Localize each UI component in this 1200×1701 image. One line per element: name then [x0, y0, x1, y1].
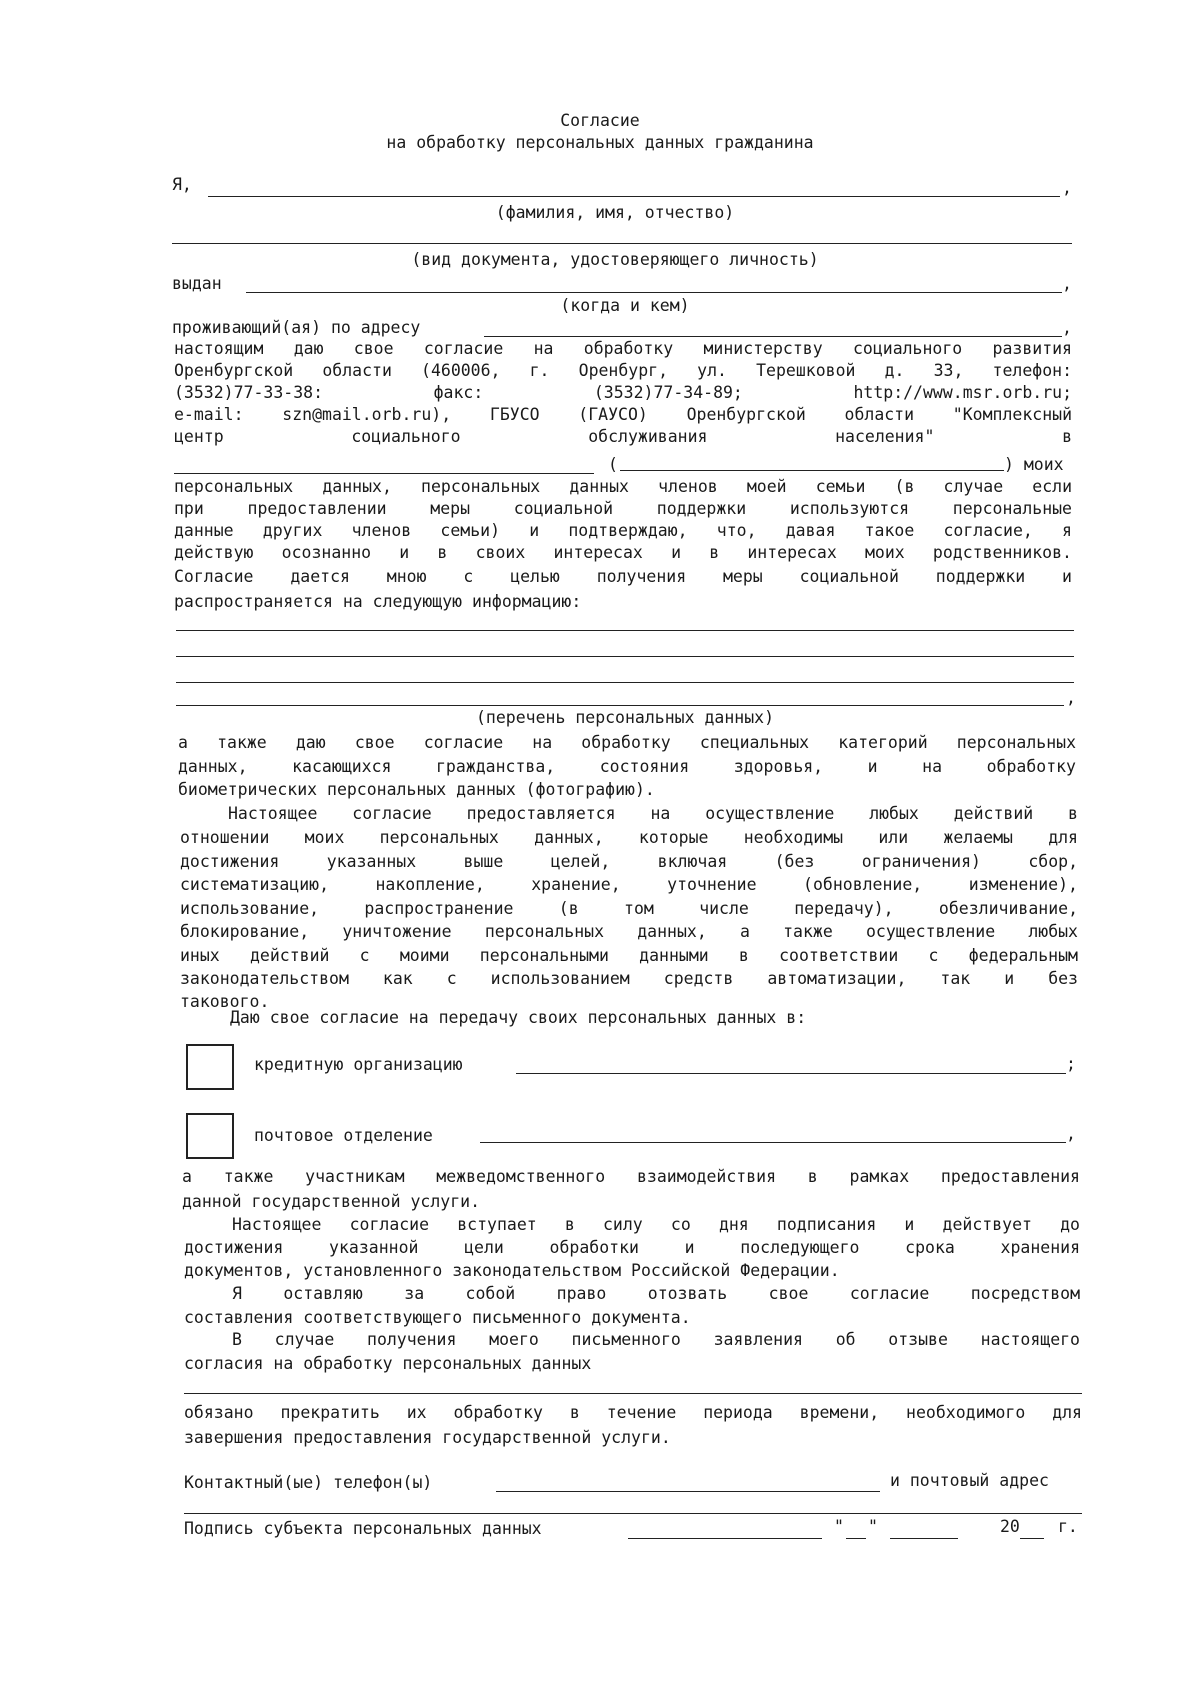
post-comma: ,: [1066, 1124, 1076, 1143]
address-comma: ,: [1062, 318, 1072, 337]
personal-data-line-4[interactable]: [176, 705, 1064, 706]
actions-line-1: Настоящее согласие предоставляется на осуществление любых действий в: [228, 804, 1078, 823]
date-day-field[interactable]: [846, 1538, 866, 1539]
intro-after-2: при предоставлении меры социальной поддержки используются персональные: [174, 499, 1072, 518]
actions-line-2: отношении моих персональных данных, которые необходимы или желаемы для: [180, 828, 1078, 847]
date-quote-open: ": [834, 1517, 844, 1536]
actions-line-8: законодательством как с использованием средств автоматизации, так и без: [180, 969, 1078, 988]
actions-last-line: такового.: [180, 992, 270, 1011]
revoke-last-line: составления соответствующего письменного документа.: [184, 1308, 691, 1327]
date-year-field[interactable]: [1020, 1538, 1044, 1539]
personal-data-caption: (перечень персональных данных): [475, 708, 774, 727]
signature-field[interactable]: [628, 1538, 822, 1539]
institution-district-field[interactable]: [620, 470, 1004, 471]
withdrawal-line-1: В случае получения моего письменного заявления об отзыве настоящего: [232, 1330, 1080, 1349]
signature-label: Подпись субъекта персональных данных: [184, 1519, 542, 1538]
contact-phone-label: Контактный(ые) телефон(ы): [184, 1473, 433, 1492]
post-checkbox[interactable]: [186, 1113, 234, 1159]
address-label: проживающий(ая) по адресу: [172, 318, 421, 337]
date-month-field[interactable]: [890, 1538, 958, 1539]
actions-line-3: достижения указанных выше целей, включая (без ограничения) сбор,: [180, 852, 1078, 871]
postal-address-field[interactable]: [184, 1513, 1082, 1514]
interagency-last-line: данной государственной услуги.: [182, 1192, 481, 1211]
intro-after-4: действую осознанно и в своих интересах и в интересах моих родственников.: [174, 543, 1072, 562]
actions-line-7: иных действий с моими персональными данными в соответствии с федеральным: [180, 946, 1078, 965]
special-last-line: биометрических персональных данных (фотографию).: [178, 780, 655, 799]
personal-data-comma: ,: [1066, 688, 1076, 707]
withdrawal-last-line: согласия на обработку персональных данных: [184, 1354, 592, 1373]
intro-line-4: e-mail: szn@mail.orb.ru), ГБУСО (ГАУСО) Оренбургской области "Комплексный: [174, 405, 1072, 424]
actions-line-6: блокирование, уничтожение персональных данных, а также осуществление любых: [180, 922, 1078, 941]
paren-open: (: [608, 455, 618, 474]
issued-label: выдан: [172, 274, 222, 293]
special-line-2: данных, касающихся гражданства, состояния здоровья, и на обработку: [178, 757, 1076, 776]
actions-line-4: систематизацию, накопление, хранение, уточнение (обновление, изменение),: [180, 875, 1078, 894]
validity-line-2: достижения указанной цели обработки и последующего срока хранения: [184, 1238, 1080, 1257]
ya-label: Я,: [172, 175, 192, 194]
id-document-caption: (вид документа, удостоверяющего личность): [411, 250, 819, 269]
bank-name-field[interactable]: [516, 1073, 1066, 1074]
document-subtitle: на обработку персональных данных гражданина: [386, 133, 814, 152]
intro-last-line: распространяется на следующую информацию:: [174, 592, 582, 611]
personal-data-line-2[interactable]: [176, 656, 1074, 657]
fio-caption: (фамилия, имя, отчество): [495, 203, 735, 222]
bank-semicolon: ;: [1066, 1054, 1076, 1073]
validity-line-1: Настоящее согласие вступает в силу со дня подписания и действует до: [232, 1215, 1080, 1234]
postal-address-label: и почтовый адрес: [890, 1471, 1049, 1490]
intro-line-3: (3532)77-33-38: факс: (3532)77-34-89; http://www.msr.orb.ru;: [174, 383, 1072, 402]
organization-field[interactable]: [184, 1393, 1082, 1394]
institution-field[interactable]: [174, 473, 594, 474]
fio-comma: ,: [1062, 178, 1072, 197]
id-document-field[interactable]: [172, 243, 1072, 244]
bank-option-label: кредитную организацию: [254, 1055, 463, 1074]
issued-field[interactable]: [246, 292, 1062, 293]
intro-line-2: Оренбургской области (460006, г. Оренбург, ул. Терешковой д. 33, телефон:: [174, 361, 1072, 380]
actions-line-5: использование, распространение (в том числе передачу), обезличивание,: [180, 899, 1078, 918]
personal-data-line-3[interactable]: [176, 682, 1074, 683]
issued-caption: (когда и кем): [560, 296, 690, 315]
personal-data-line-1[interactable]: [176, 630, 1074, 631]
address-field[interactable]: [484, 336, 1062, 337]
intro-after-3: данные других членов семьи) и подтверждаю, что, давая такое согласие, я: [174, 521, 1072, 540]
intro-line-1: настоящим даю свое согласие на обработку министерству социального развития: [174, 339, 1072, 358]
intro-after-1: персональных данных, персональных данных членов моей семьи (в случае если: [174, 477, 1072, 496]
date-year-prefix: 20: [1000, 1517, 1020, 1536]
date-quote-close: ": [868, 1517, 878, 1536]
transfer-intro: Даю свое согласие на передачу своих персональных данных в:: [230, 1008, 807, 1027]
post-office-field[interactable]: [480, 1142, 1066, 1143]
intro-line-5: центр социального обслуживания населения" в: [174, 427, 1072, 446]
contact-phone-field[interactable]: [496, 1491, 880, 1492]
intro-after-5: Согласие дается мною с целью получения меры социальной поддержки и: [174, 567, 1072, 586]
date-year-suffix: г.: [1058, 1517, 1078, 1536]
post-option-label: почтовое отделение: [254, 1126, 433, 1145]
document-title: Согласие: [560, 111, 640, 130]
interagency-line-1: а также участникам межведомственного взаимодействия в рамках предоставления: [182, 1167, 1080, 1186]
revoke-line-1: Я оставляю за собой право отозвать свое согласие посредством: [232, 1284, 1080, 1303]
fio-field[interactable]: [208, 196, 1060, 197]
bank-checkbox[interactable]: [186, 1044, 234, 1090]
paren-close: ) моих: [1004, 455, 1064, 474]
obligation-last-line: завершения предоставления государственной услуги.: [184, 1428, 671, 1447]
validity-last-line: документов, установленного законодательством Российской Федерации.: [184, 1261, 840, 1280]
issued-comma: ,: [1062, 274, 1072, 293]
special-line-1: а также даю свое согласие на обработку специальных категорий персональных: [178, 733, 1076, 752]
obligation-line-1: обязано прекратить их обработку в течение периода времени, необходимого для: [184, 1403, 1082, 1422]
